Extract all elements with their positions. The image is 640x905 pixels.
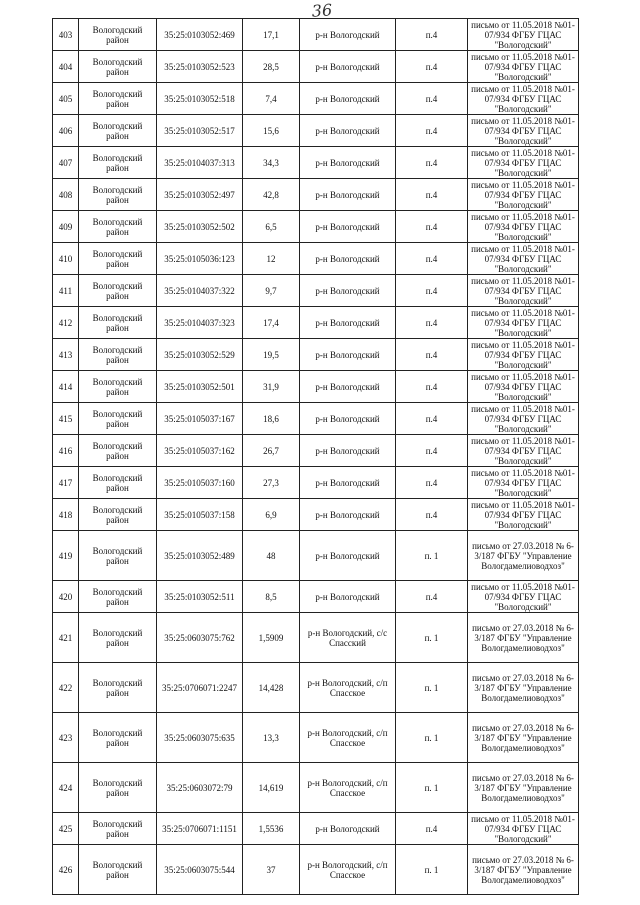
district-cell: Вологодский район bbox=[79, 211, 157, 243]
row-number: 417 bbox=[53, 467, 79, 499]
district-cell: Вологодский район bbox=[79, 581, 157, 613]
table-row bbox=[53, 581, 579, 613]
area-cell: 13,3 bbox=[243, 713, 300, 763]
district-cell: Вологодский район bbox=[79, 813, 157, 845]
cadastral-number-cell: 35:25:0103052:523 bbox=[157, 51, 243, 83]
area-cell: 17,4 bbox=[243, 307, 300, 339]
row-number: 414 bbox=[53, 371, 79, 403]
cadastral-number-cell: 35:25:0706071:2247 bbox=[157, 663, 243, 713]
document-cell: письмо от 27.03.2018 № 6-3/187 ФГБУ "Управление Вологдамелиоводхоз" bbox=[468, 845, 579, 895]
location-cell: р-н Вологодский, с/с Спасский bbox=[300, 613, 396, 663]
clause-cell: п.4 bbox=[396, 403, 468, 435]
clause-cell: п. 1 bbox=[396, 613, 468, 663]
row-number: 416 bbox=[53, 435, 79, 467]
cadastral-number-cell: 35:25:0603075:635 bbox=[157, 713, 243, 763]
document-cell: письмо от 11.05.2018 №01-07/934 ФГБУ ГЦАС "Вологодский" bbox=[468, 83, 579, 115]
district-cell: Вологодский район bbox=[79, 531, 157, 581]
location-cell: р-н Вологодский bbox=[300, 307, 396, 339]
table-row bbox=[53, 613, 579, 663]
location-cell: р-н Вологодский, с/п Спасское bbox=[300, 713, 396, 763]
document-cell: письмо от 27.03.2018 № 6-3/187 ФГБУ "Управление Вологдамелиоводхоз" bbox=[468, 713, 579, 763]
cadastral-number-cell: 35:25:0105037:167 bbox=[157, 403, 243, 435]
table-row bbox=[53, 307, 579, 339]
cadastral-number-cell: 35:25:0603075:544 bbox=[157, 845, 243, 895]
document-cell: письмо от 11.05.2018 №01-07/934 ФГБУ ГЦАС "Вологодский" bbox=[468, 499, 579, 531]
cadastral-number-cell: 35:25:0103052:502 bbox=[157, 211, 243, 243]
cadastral-number-cell: 35:25:0603072:79 bbox=[157, 763, 243, 813]
cadastral-number-cell: 35:25:0103052:529 bbox=[157, 339, 243, 371]
clause-cell: п.4 bbox=[396, 813, 468, 845]
row-number: 405 bbox=[53, 83, 79, 115]
district-cell: Вологодский район bbox=[79, 371, 157, 403]
document-cell: письмо от 11.05.2018 №01-07/934 ФГБУ ГЦАС "Вологодский" bbox=[468, 813, 579, 845]
district-cell: Вологодский район bbox=[79, 763, 157, 813]
document-cell: письмо от 27.03.2018 № 6-3/187 ФГБУ "Управление Вологдамелиоводхоз" bbox=[468, 663, 579, 713]
area-cell: 14,428 bbox=[243, 663, 300, 713]
district-cell: Вологодский район bbox=[79, 51, 157, 83]
area-cell: 17,1 bbox=[243, 19, 300, 51]
cadastral-number-cell: 35:25:0103052:489 bbox=[157, 531, 243, 581]
row-number: 418 bbox=[53, 499, 79, 531]
location-cell: р-н Вологодский bbox=[300, 581, 396, 613]
document-cell: письмо от 11.05.2018 №01-07/934 ФГБУ ГЦАС "Вологодский" bbox=[468, 581, 579, 613]
clause-cell: п.4 bbox=[396, 147, 468, 179]
location-cell: р-н Вологодский bbox=[300, 83, 396, 115]
clause-cell: п.4 bbox=[396, 339, 468, 371]
cadastral-number-cell: 35:25:0104037:313 bbox=[157, 147, 243, 179]
document-cell: письмо от 27.03.2018 № 6-3/187 ФГБУ "Управление Вологдамелиоводхоз" bbox=[468, 613, 579, 663]
location-cell: р-н Вологодский bbox=[300, 531, 396, 581]
area-cell: 12 bbox=[243, 243, 300, 275]
location-cell: р-н Вологодский bbox=[300, 813, 396, 845]
land-registry-table bbox=[52, 18, 579, 895]
area-cell: 8,5 bbox=[243, 581, 300, 613]
row-number: 409 bbox=[53, 211, 79, 243]
area-cell: 37 bbox=[243, 845, 300, 895]
document-cell: письмо от 11.05.2018 №01-07/934 ФГБУ ГЦАС "Вологодский" bbox=[468, 211, 579, 243]
cadastral-number-cell: 35:25:0103052:518 bbox=[157, 83, 243, 115]
cadastral-number-cell: 35:25:0603075:762 bbox=[157, 613, 243, 663]
table-row bbox=[53, 147, 579, 179]
row-number: 413 bbox=[53, 339, 79, 371]
area-cell: 26,7 bbox=[243, 435, 300, 467]
district-cell: Вологодский район bbox=[79, 307, 157, 339]
table-row bbox=[53, 211, 579, 243]
table-row bbox=[53, 275, 579, 307]
table-row bbox=[53, 713, 579, 763]
location-cell: р-н Вологодский bbox=[300, 435, 396, 467]
location-cell: р-н Вологодский bbox=[300, 51, 396, 83]
location-cell: р-н Вологодский bbox=[300, 179, 396, 211]
row-number: 411 bbox=[53, 275, 79, 307]
table-row bbox=[53, 339, 579, 371]
table-row bbox=[53, 467, 579, 499]
clause-cell: п.4 bbox=[396, 179, 468, 211]
cadastral-number-cell: 35:25:0103052:517 bbox=[157, 115, 243, 147]
area-cell: 31,9 bbox=[243, 371, 300, 403]
document-cell: письмо от 27.03.2018 № 6-3/187 ФГБУ "Управление Вологдамелиоводхоз" bbox=[468, 763, 579, 813]
table-row bbox=[53, 763, 579, 813]
district-cell: Вологодский район bbox=[79, 19, 157, 51]
table-row bbox=[53, 83, 579, 115]
location-cell: р-н Вологодский bbox=[300, 211, 396, 243]
row-number: 423 bbox=[53, 713, 79, 763]
table-row bbox=[53, 531, 579, 581]
table-row bbox=[53, 499, 579, 531]
row-number: 426 bbox=[53, 845, 79, 895]
area-cell: 19,5 bbox=[243, 339, 300, 371]
area-cell: 6,9 bbox=[243, 499, 300, 531]
row-number: 420 bbox=[53, 581, 79, 613]
cadastral-number-cell: 35:25:0104037:322 bbox=[157, 275, 243, 307]
table-row bbox=[53, 179, 579, 211]
table-row bbox=[53, 403, 579, 435]
location-cell: р-н Вологодский, с/п Спасское bbox=[300, 845, 396, 895]
district-cell: Вологодский район bbox=[79, 845, 157, 895]
area-cell: 1,5909 bbox=[243, 613, 300, 663]
clause-cell: п.4 bbox=[396, 499, 468, 531]
district-cell: Вологодский район bbox=[79, 275, 157, 307]
clause-cell: п.4 bbox=[396, 275, 468, 307]
document-cell: письмо от 11.05.2018 №01-07/934 ФГБУ ГЦАС "Вологодский" bbox=[468, 147, 579, 179]
cadastral-number-cell: 35:25:0104037:323 bbox=[157, 307, 243, 339]
district-cell: Вологодский район bbox=[79, 83, 157, 115]
district-cell: Вологодский район bbox=[79, 713, 157, 763]
clause-cell: п.4 bbox=[396, 467, 468, 499]
document-cell: письмо от 11.05.2018 №01-07/934 ФГБУ ГЦАС "Вологодский" bbox=[468, 115, 579, 147]
area-cell: 42,8 bbox=[243, 179, 300, 211]
area-cell: 48 bbox=[243, 531, 300, 581]
row-number: 407 bbox=[53, 147, 79, 179]
table-row bbox=[53, 813, 579, 845]
row-number: 425 bbox=[53, 813, 79, 845]
table-row bbox=[53, 663, 579, 713]
area-cell: 34,3 bbox=[243, 147, 300, 179]
document-cell: письмо от 11.05.2018 №01-07/934 ФГБУ ГЦАС "Вологодский" bbox=[468, 179, 579, 211]
district-cell: Вологодский район bbox=[79, 435, 157, 467]
district-cell: Вологодский район bbox=[79, 403, 157, 435]
location-cell: р-н Вологодский bbox=[300, 19, 396, 51]
cadastral-number-cell: 35:25:0105037:162 bbox=[157, 435, 243, 467]
clause-cell: п.4 bbox=[396, 581, 468, 613]
location-cell: р-н Вологодский bbox=[300, 403, 396, 435]
document-cell: письмо от 11.05.2018 №01-07/934 ФГБУ ГЦАС "Вологодский" bbox=[468, 467, 579, 499]
location-cell: р-н Вологодский bbox=[300, 371, 396, 403]
row-number: 412 bbox=[53, 307, 79, 339]
district-cell: Вологодский район bbox=[79, 499, 157, 531]
row-number: 415 bbox=[53, 403, 79, 435]
location-cell: р-н Вологодский bbox=[300, 467, 396, 499]
area-cell: 1,5536 bbox=[243, 813, 300, 845]
document-cell: письмо от 11.05.2018 №01-07/934 ФГБУ ГЦАС "Вологодский" bbox=[468, 339, 579, 371]
clause-cell: п.4 bbox=[396, 435, 468, 467]
district-cell: Вологодский район bbox=[79, 339, 157, 371]
row-number: 422 bbox=[53, 663, 79, 713]
district-cell: Вологодский район bbox=[79, 115, 157, 147]
cadastral-number-cell: 35:25:0105037:158 bbox=[157, 499, 243, 531]
clause-cell: п. 1 bbox=[396, 531, 468, 581]
district-cell: Вологодский район bbox=[79, 613, 157, 663]
area-cell: 27,3 bbox=[243, 467, 300, 499]
table-row bbox=[53, 19, 579, 51]
row-number: 406 bbox=[53, 115, 79, 147]
area-cell: 9,7 bbox=[243, 275, 300, 307]
row-number: 410 bbox=[53, 243, 79, 275]
row-number: 421 bbox=[53, 613, 79, 663]
district-cell: Вологодский район bbox=[79, 467, 157, 499]
clause-cell: п. 1 bbox=[396, 845, 468, 895]
cadastral-number-cell: 35:25:0103052:501 bbox=[157, 371, 243, 403]
document-cell: письмо от 11.05.2018 №01-07/934 ФГБУ ГЦАС "Вологодский" bbox=[468, 435, 579, 467]
document-cell: письмо от 11.05.2018 №01-07/934 ФГБУ ГЦАС "Вологодский" bbox=[468, 19, 579, 51]
area-cell: 7,4 bbox=[243, 83, 300, 115]
table-row bbox=[53, 243, 579, 275]
row-number: 404 bbox=[53, 51, 79, 83]
clause-cell: п. 1 bbox=[396, 763, 468, 813]
table-row bbox=[53, 371, 579, 403]
district-cell: Вологодский район bbox=[79, 243, 157, 275]
area-cell: 14,619 bbox=[243, 763, 300, 813]
row-number: 424 bbox=[53, 763, 79, 813]
location-cell: р-н Вологодский bbox=[300, 339, 396, 371]
clause-cell: п.4 bbox=[396, 19, 468, 51]
document-cell: письмо от 27.03.2018 № 6-3/187 ФГБУ "Управление Вологдамелиоводхоз" bbox=[468, 531, 579, 581]
cadastral-number-cell: 35:25:0103052:497 bbox=[157, 179, 243, 211]
document-cell: письмо от 11.05.2018 №01-07/934 ФГБУ ГЦАС "Вологодский" bbox=[468, 403, 579, 435]
cadastral-number-cell: 35:25:0103052:469 bbox=[157, 19, 243, 51]
location-cell: р-н Вологодский, с/п Спасское bbox=[300, 763, 396, 813]
document-cell: письмо от 11.05.2018 №01-07/934 ФГБУ ГЦАС "Вологодский" bbox=[468, 371, 579, 403]
page-number: 36 bbox=[311, 0, 333, 21]
cadastral-number-cell: 35:25:0105036:123 bbox=[157, 243, 243, 275]
district-cell: Вологодский район bbox=[79, 179, 157, 211]
registry-body bbox=[53, 19, 579, 895]
table-row bbox=[53, 435, 579, 467]
area-cell: 18,6 bbox=[243, 403, 300, 435]
document-cell: письмо от 11.05.2018 №01-07/934 ФГБУ ГЦАС "Вологодский" bbox=[468, 243, 579, 275]
area-cell: 6,5 bbox=[243, 211, 300, 243]
location-cell: р-н Вологодский bbox=[300, 275, 396, 307]
table-row bbox=[53, 115, 579, 147]
clause-cell: п. 1 bbox=[396, 663, 468, 713]
location-cell: р-н Вологодский bbox=[300, 147, 396, 179]
cadastral-number-cell: 35:25:0105037:160 bbox=[157, 467, 243, 499]
clause-cell: п.4 bbox=[396, 371, 468, 403]
clause-cell: п.4 bbox=[396, 51, 468, 83]
clause-cell: п. 1 bbox=[396, 713, 468, 763]
location-cell: р-н Вологодский bbox=[300, 115, 396, 147]
clause-cell: п.4 bbox=[396, 211, 468, 243]
row-number: 419 bbox=[53, 531, 79, 581]
cadastral-number-cell: 35:25:0706071:1151 bbox=[157, 813, 243, 845]
row-number: 403 bbox=[53, 19, 79, 51]
table-row bbox=[53, 51, 579, 83]
district-cell: Вологодский район bbox=[79, 663, 157, 713]
clause-cell: п.4 bbox=[396, 83, 468, 115]
document-cell: письмо от 11.05.2018 №01-07/934 ФГБУ ГЦАС "Вологодский" bbox=[468, 51, 579, 83]
document-cell: письмо от 11.05.2018 №01-07/934 ФГБУ ГЦАС "Вологодский" bbox=[468, 307, 579, 339]
clause-cell: п.4 bbox=[396, 243, 468, 275]
area-cell: 15,6 bbox=[243, 115, 300, 147]
district-cell: Вологодский район bbox=[79, 147, 157, 179]
location-cell: р-н Вологодский bbox=[300, 243, 396, 275]
clause-cell: п.4 bbox=[396, 307, 468, 339]
location-cell: р-н Вологодский bbox=[300, 499, 396, 531]
document-cell: письмо от 11.05.2018 №01-07/934 ФГБУ ГЦАС "Вологодский" bbox=[468, 275, 579, 307]
row-number: 408 bbox=[53, 179, 79, 211]
table-row bbox=[53, 845, 579, 895]
clause-cell: п.4 bbox=[396, 115, 468, 147]
cadastral-number-cell: 35:25:0103052:511 bbox=[157, 581, 243, 613]
location-cell: р-н Вологодский, с/п Спасское bbox=[300, 663, 396, 713]
area-cell: 28,5 bbox=[243, 51, 300, 83]
